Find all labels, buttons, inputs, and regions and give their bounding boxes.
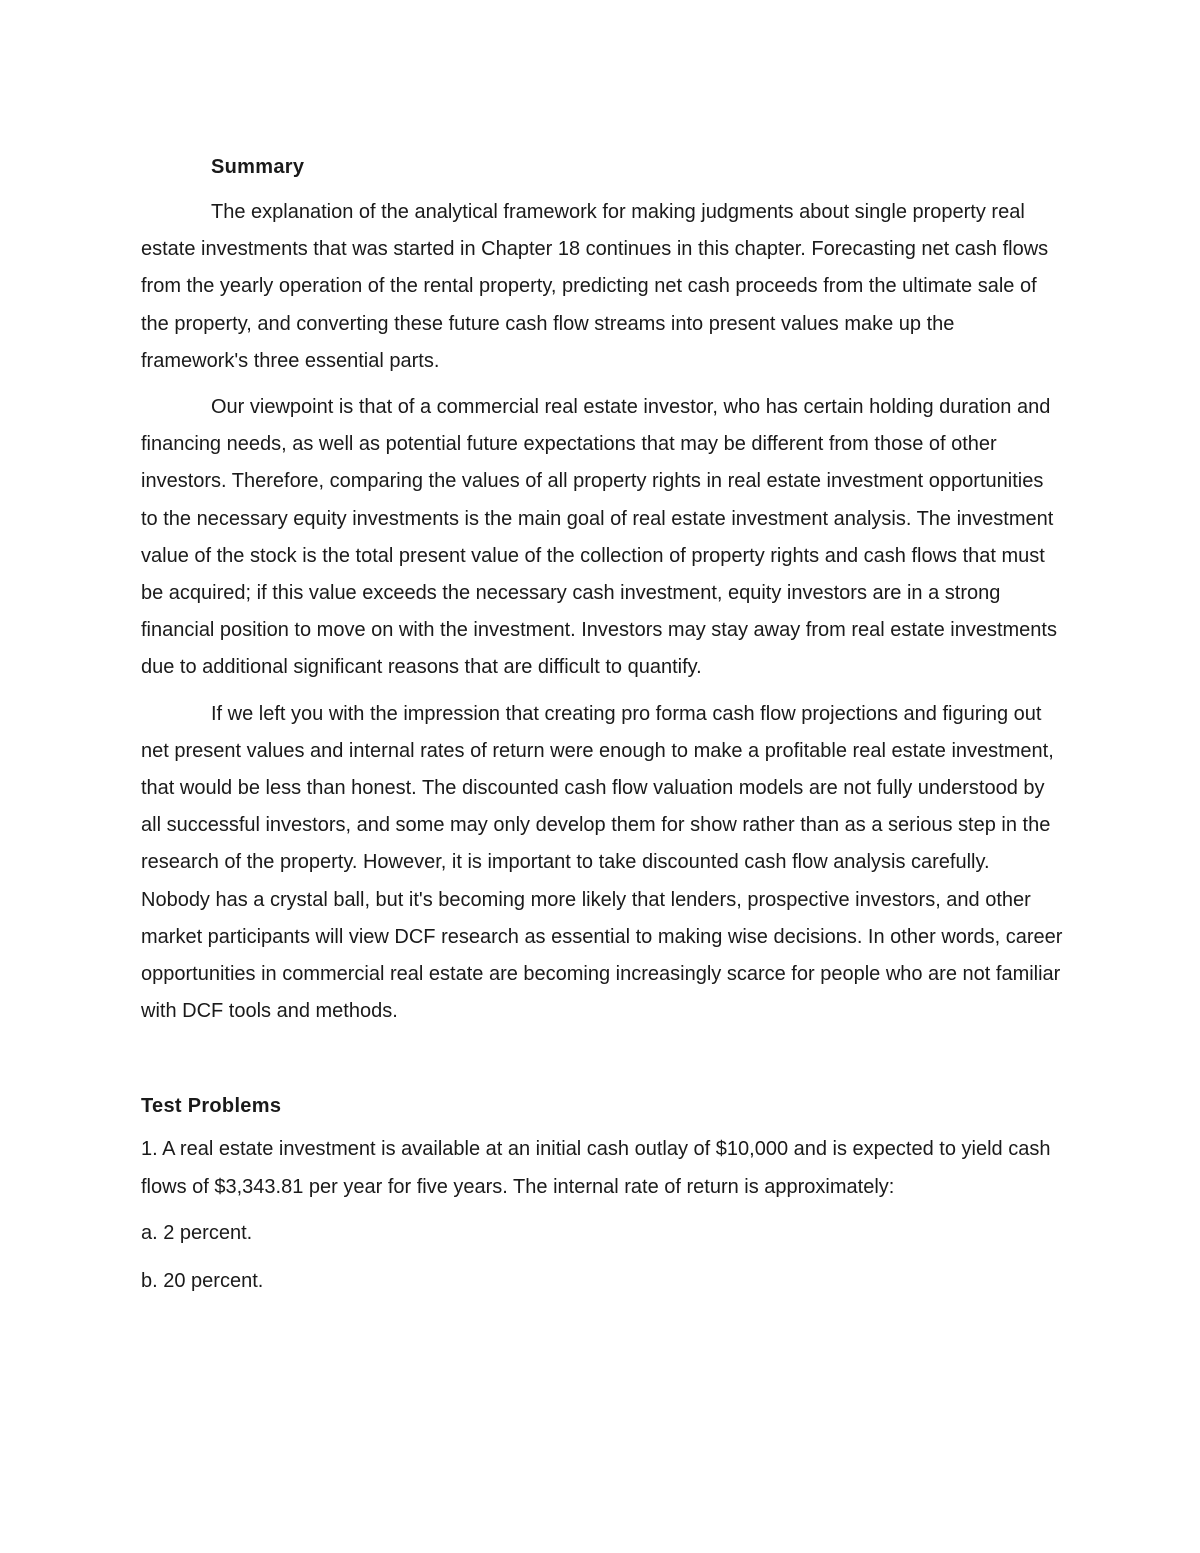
question-1-option-a: a. 2 percent. bbox=[141, 1221, 253, 1244]
summary-paragraph-3: If we left you with the impression that creating pro forma cash flow projections and figuring out net present values and internal rates of return were enough to make a profitable real estate investment, that would be less than honest. The discounted cash flow valuation models are not fully understood by all successful investors, and some may only develop them for show rather than as a serious step in the research of the property. However, it is important to take discounted cash flow analysis carefully. Nobody has a crystal ball, but it's becoming more likely that lenders, prospective investors, and other market participants will view DCF research as essential to making wise decisions. In other words, career opportunities in commercial real estate are becoming increasingly scarce for people who are not familiar with DCF tools and methods. bbox=[141, 702, 1063, 1023]
document-body bbox=[141, 152, 1063, 1311]
summary-heading: Summary bbox=[211, 156, 305, 178]
question-1-text: 1. A real estate investment is available at an initial cash outlay of $10,000 and is expected to yield cash flows of $3,343.81 per year for five years. The internal rate of return is approximately: bbox=[141, 1138, 1051, 1198]
question-1-option-b: b. 20 percent. bbox=[141, 1270, 264, 1293]
test-problems-heading: Test Problems bbox=[141, 1095, 282, 1118]
summary-paragraph-2: Our viewpoint is that of a commercial real estate investor, who has certain holding duration and financing needs, as well as potential future expectations that may be different from those of other investors. Therefore, comparing the values of all property rights in real estate investment opportunities to the necessary equity investments is the main goal of real estate investment analysis. The investment value of the stock is the total present value of the collection of property rights and cash flows that must be acquired; if this value exceeds the necessary cash investment, equity investors are in a strong financial position to move on with the investment. Investors may stay away from real estate investments due to additional significant reasons that are difficult to quantify. bbox=[141, 396, 1057, 679]
summary-paragraph-1: The explanation of the analytical framework for making judgments about single property real estate investments that was started in Chapter 18 continues in this chapter. Forecasting net cash flows from the yearly operation of the rental property, predicting net cash proceeds from the ultimate sale of the property, and converting these future cash flow streams into present values make up the framework's three essential parts. bbox=[141, 201, 1049, 372]
